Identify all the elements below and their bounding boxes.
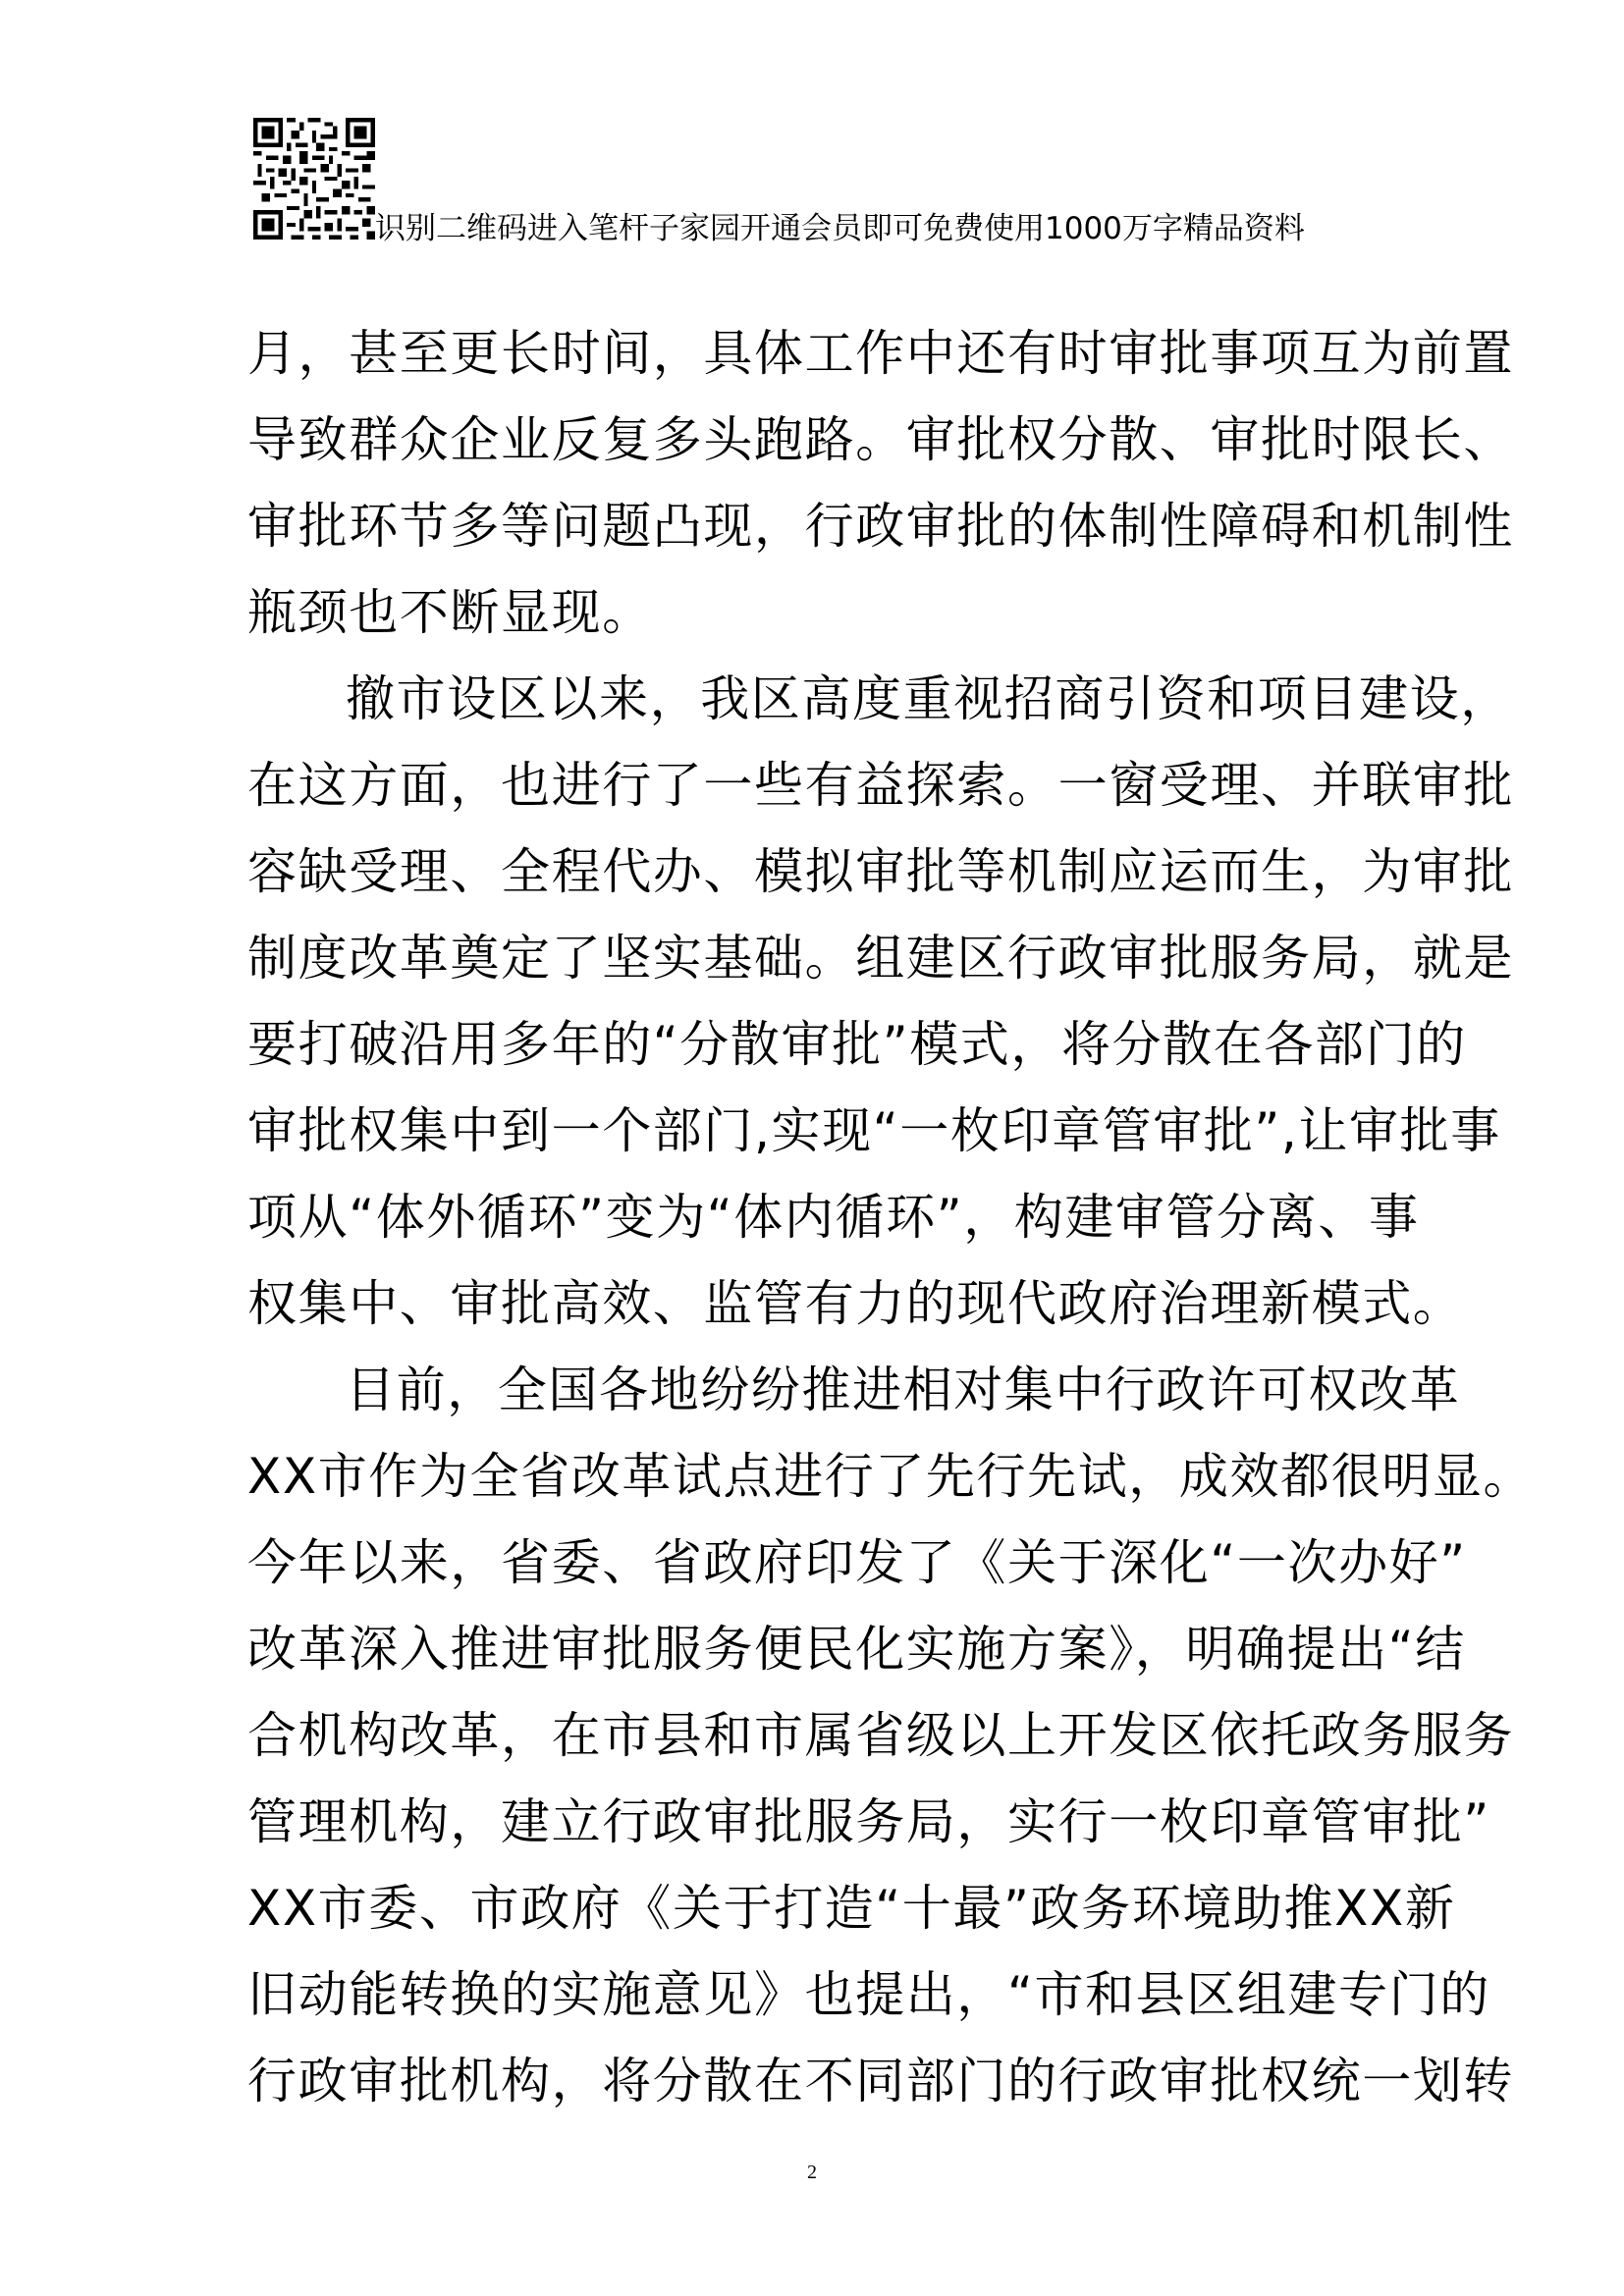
text-line: 月，甚至更长时间，具体工作中还有时审批事项互为前置 (247, 325, 1514, 382)
text-line: 在这方面，也进行了一些有益探索。一窗受理、并联审批 (247, 757, 1514, 814)
text-line: 制度改革奠定了坚实基础。组建区行政审批服务局，就是 (247, 930, 1514, 987)
text-line: 容缺受理、全程代办、模拟审批等机制应运而生，为审批 (247, 843, 1514, 900)
text-line: 今年以来，省委、省政府印发了《关于深化“一次办好” (247, 1534, 1467, 1591)
text-line: XX市作为全省改革试点进行了先行先试，成效都很明显。 (247, 1448, 1535, 1505)
paragraph-start-line: 目前，全国各地纷纷推进相对集中行政许可权改革 (346, 1362, 1461, 1418)
membership-notice: 识别二维码进入笔杆子家园开通会员即可免费使用1000万字精品资料 (375, 211, 1305, 246)
text-line: 审批环节多等问题凸现，行政审批的体制性障碍和机制性 (247, 498, 1514, 555)
page-header (253, 118, 1392, 255)
text-line: 改革深入推进审批服务便民化实施方案》，明确提出“结 (247, 1621, 1466, 1678)
qr-code-icon[interactable] (253, 118, 375, 240)
page-number: 2 (807, 2162, 817, 2183)
paragraph-start-line: 撤市设区以来，我区高度重视招商引资和项目建设， (346, 670, 1511, 727)
text-line: 项从“体外循环”变为“体内循环”，构建审管分离、事 (247, 1189, 1420, 1246)
text-line: 导致群众企业反复多头跑路。审批权分散、审批时限长、 (247, 411, 1514, 468)
text-line: 瓶颈也不断显现。 (247, 584, 653, 641)
text-line: 行政审批机构，将分散在不同部门的行政审批权统一划转 (247, 2053, 1514, 2109)
text-line: 旧动能转换的实施意见》也提出，“市和县区组建专门的 (247, 1966, 1490, 2023)
text-line: 要打破沿用多年的“分散审批”模式，将分散在各部门的 (247, 1016, 1467, 1073)
text-line: 合机构改革，在市县和市属省级以上开发区依托政务服务 (247, 1707, 1514, 1764)
text-line: 权集中、审批高效、监管有力的现代政府治理新模式。 (247, 1275, 1464, 1332)
text-line: XX市委、市政府《关于打造“十最”政务环境助推XX新 (247, 1880, 1456, 1937)
text-line: 审批权集中到一个部门,实现“一枚印章管审批”,让审批事 (247, 1102, 1501, 1159)
document-body (247, 310, 1535, 2124)
text-line: 管理机构，建立行政审批服务局，实行一枚印章管审批” (247, 1793, 1490, 1850)
